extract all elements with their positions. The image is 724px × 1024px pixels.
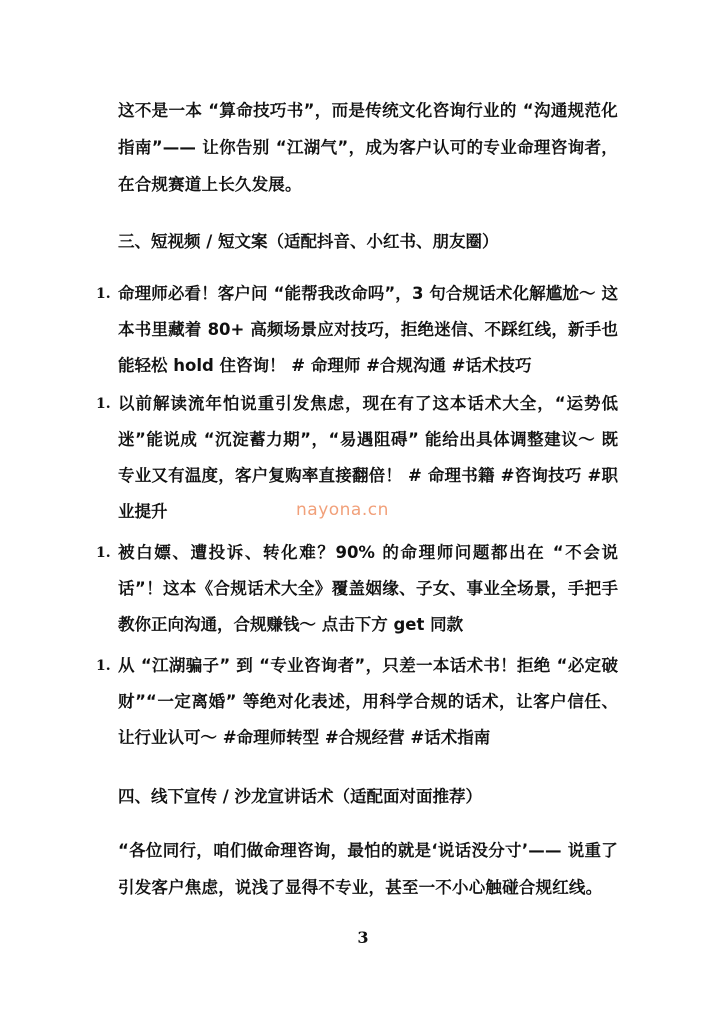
list-item xyxy=(96,535,618,643)
list-item-text: 从 “江湖骗子” 到 “专业咨询者”，只差一本话术书！拒绝 “必定破财”“一定离婚” 等绝对化表述，用科学合规的话术，让客户信任、让行业认可～ #命理师转型 #合规经营 #话术指南 xyxy=(118,656,618,747)
section-3-heading: 三、短视频 / 短文案（适配抖音、小红书、朋友圈） xyxy=(118,232,499,251)
page-number: 3 xyxy=(357,928,369,947)
list-item xyxy=(96,648,618,756)
section-4-heading: 四、线下宣传 / 沙龙宣讲话术（适配面对面推荐） xyxy=(118,787,483,806)
list-item-text: 以前解读流年怕说重引发焦虑，现在有了这本话术大全，“运势低迷”能说成 “沉淀蓄力期”，“易遇阻碍” 能给出具体调整建议～ 既专业又有温度，客户复购率直接翻倍！ # 命理书籍 #咨询技巧 #职业提升 xyxy=(118,394,618,521)
list-item-text: 命理师必看！客户问 “能帮我改命吗”，3 句合规话术化解尴尬～ 这本书里藏着 80+ 高频场景应对技巧，拒绝迷信、不踩红线，新手也能轻松 hold 住咨询！ # 命理师 #合规沟通 #话术技巧 xyxy=(118,284,618,375)
list-item-number: 1. xyxy=(96,286,111,302)
watermark: nayona.cn xyxy=(296,500,389,520)
list-item-number: 1. xyxy=(96,396,111,412)
list-item xyxy=(96,276,618,384)
section-4-paragraph: “各位同行，咱们做命理咨询，最怕的就是‘说话没分寸’—— 说重了引发客户焦虑，说浅了显得不专业，甚至一不小心触碰合规红线。 xyxy=(118,841,618,897)
list-item-number: 1. xyxy=(96,658,111,674)
intro-paragraph: 这不是一本 “算命技巧书”，而是传统文化咨询行业的 “沟通规范化指南”—— 让你告别 “江湖气”，成为客户认可的专业命理咨询者，在合规赛道上长久发展。 xyxy=(118,101,618,194)
list-item-text: 被白嫖、遭投诉、转化难？90% 的命理师问题都出在 “不会说话”！这本《合规话术大全》覆盖姻缘、子女、事业全场景，手把手教你正向沟通，合规赚钱～ 点击下方 get 同款 xyxy=(118,543,618,634)
list-item-number: 1. xyxy=(96,545,111,561)
